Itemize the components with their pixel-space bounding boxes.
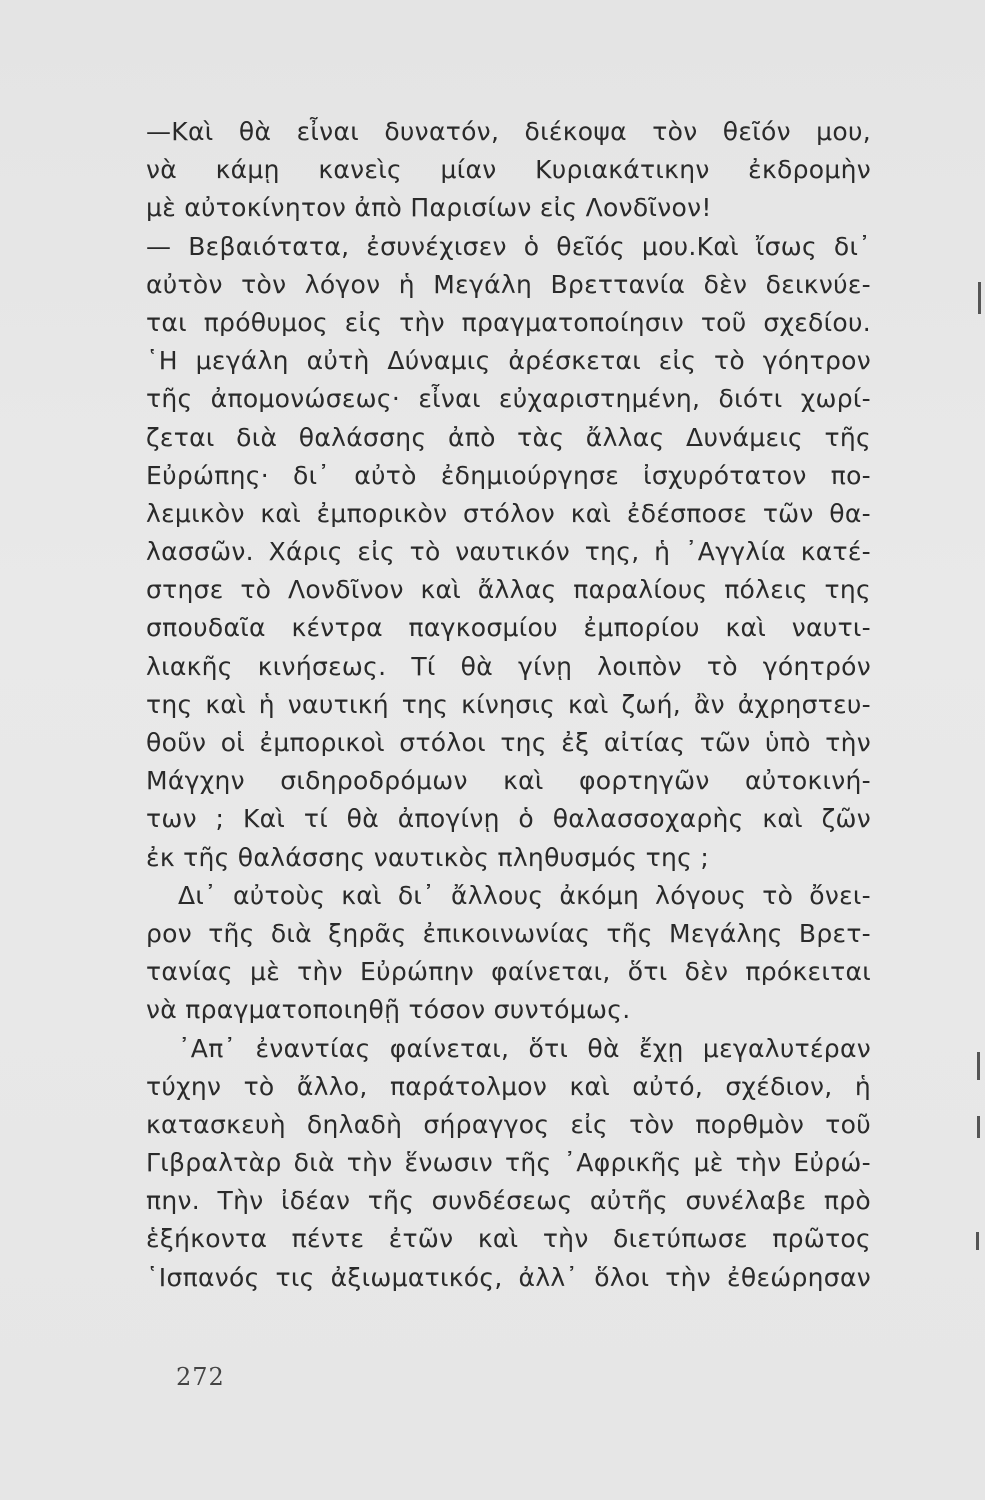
text-line: ἑξήκοντα πέντε ἐτῶν καὶ τὴν διετύπωσε πρῶτος xyxy=(146,1224,871,1254)
scan-margin-mark xyxy=(978,282,981,314)
scan-margin-mark xyxy=(976,1232,979,1250)
text-line: ῾Η μεγάλη αὐτὴ Δύναμις ἀρέσκεται εἰς τὸ γόητρον xyxy=(146,346,871,376)
text-line: νὰ κάμῃ κανεὶς μίαν Κυριακάτικην ἐκδρομὴν xyxy=(146,155,871,185)
text-line: ῾Ισπανός τις ἀξιωματικός, ἀλλ᾽ ὅλοι τὴν ἐθεώρησαν xyxy=(146,1262,871,1292)
text-line: τανίας μὲ τὴν Εὐρώπην φαίνεται, ὅτι δὲν πρόκειται xyxy=(146,957,871,987)
scan-margin-mark xyxy=(977,1052,980,1080)
text-line: σπουδαῖα κέντρα παγκοσμίου ἐμπορίου καὶ ναυτι- xyxy=(146,613,871,643)
text-line: Μάγχην σιδηροδρόμων καὶ φορτηγῶν αὐτοκινή- xyxy=(146,766,871,796)
text-line: λεμικὸν καὶ ἐμπορικὸν στόλον καὶ ἐδέσποσε τῶν θα- xyxy=(146,498,871,528)
text-line: —Καὶ θὰ εἶναι δυνατόν, διέκοψα τὸν θεῖόν μου, xyxy=(146,117,871,146)
text-line: μὲ αὐτοκίνητον ἀπὸ Παρισίων εἰς Λονδῖνον! xyxy=(146,193,712,223)
text-line: ται πρόθυμος εἰς τὴν πραγματοποίησιν τοῦ σχεδίου. xyxy=(146,307,871,337)
text-line: τύχην τὸ ἄλλο, παράτολμον καὶ αὐτό, σχέδιον, ἡ xyxy=(146,1071,871,1101)
text-line: των ; Καὶ τί θὰ ἀπογίνῃ ὁ θαλασσοχαρὴς καὶ ζῶν xyxy=(146,804,871,834)
text-line: Δι᾽ αὐτοὺς καὶ δι᾽ ἄλλους ἀκόμη λόγους τὸ ὄνει- xyxy=(178,880,871,910)
text-line: Εὐρώπης· δι᾽ αὐτὸ ἐδημιούργησε ἰσχυρότατον πο- xyxy=(146,460,871,490)
text-line: πην. Τὴν ἰδέαν τῆς συνδέσεως αὐτῆς συνέλαβε πρὸ xyxy=(146,1186,871,1216)
text-line: τῆς ἀπομονώσεως· εἶναι εὐχαριστημένη, διότι χωρί- xyxy=(146,384,871,414)
text-line: — Βεβαιότατα, ἐσυνέχισεν ὁ θεῖός μου.Καὶ ἴσως δι᾽ xyxy=(146,231,871,261)
scan-margin-mark xyxy=(977,1116,980,1138)
text-line: αὐτὸν τὸν λόγον ἡ Μεγάλη Βρεττανία δὲν δεικνύε- xyxy=(146,269,871,299)
text-line: στησε τὸ Λονδῖνον καὶ ἄλλας παραλίους πόλεις της xyxy=(146,575,871,605)
text-line: Γιβραλτὰρ διὰ τὴν ἕνωσιν τῆς ᾽Αφρικῆς μὲ τὴν Εὐρώ- xyxy=(146,1148,871,1178)
text-line: λιακῆς κινήσεως. Τί θὰ γίνῃ λοιπὸν τὸ γόητρόν xyxy=(146,651,871,681)
text-line: ᾽Απ᾽ ἐναντίας φαίνεται, ὅτι θὰ ἔχῃ μεγαλυτέραν xyxy=(178,1033,871,1063)
text-line: ἐκ τῆς θαλάσσης ναυτικὸς πληθυσμός της ; xyxy=(146,842,710,872)
text-line: λασσῶν. Χάρις εἰς τὸ ναυτικόν της, ἡ ᾽Αγγλία κατέ- xyxy=(146,537,871,567)
body-text xyxy=(146,113,871,1297)
page-number: 272 xyxy=(176,1363,225,1391)
text-line: θοῦν οἱ ἐμπορικοὶ στόλοι της ἐξ αἰτίας τῶν ὑπὸ τὴν xyxy=(146,728,871,757)
text-line: ζεται διὰ θαλάσσης ἀπὸ τὰς ἄλλας Δυνάμεις τῆς xyxy=(146,422,871,452)
text-line: της καὶ ἡ ναυτική της κίνησις καὶ ζωή, ἂν ἀχρηστευ- xyxy=(146,689,871,719)
text-line: νὰ πραγματοποιηθῇ τόσον συντόμως. xyxy=(146,995,631,1025)
text-line: κατασκευὴ δηλαδὴ σήραγγος εἰς τὸν πορθμὸν τοῦ xyxy=(146,1109,871,1139)
text-line: ρον τῆς διὰ ξηρᾶς ἐπικοινωνίας τῆς Μεγάλης Βρετ- xyxy=(146,918,871,948)
